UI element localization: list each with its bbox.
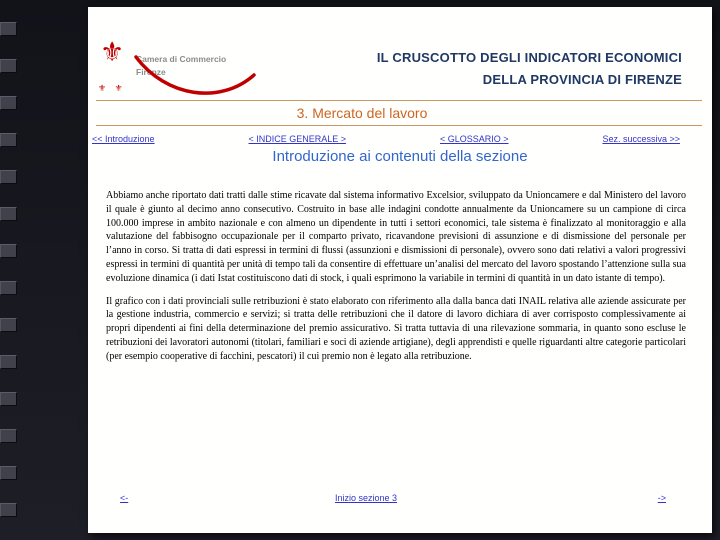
florence-lily-icon: ⚜ [100, 37, 125, 67]
previous-slide-link[interactable]: <- [120, 493, 129, 503]
binding-tab [0, 244, 17, 258]
nav-link-introduzione[interactable]: << Introduzione [92, 134, 155, 144]
section-subtitle: Introduzione ai contenuti della sezione [272, 148, 528, 165]
binding-tab [0, 59, 17, 73]
binding-tab [0, 392, 17, 406]
logo-ornament-icon: ⚜ ⚜ [98, 83, 126, 93]
body-paragraph-1: Abbiamo anche riportato dati tratti dalle stime ricavate dal sistema informativo Excelsior, sviluppato da Unioncamere e dal Ministero del lavoro il quale è giunto al decimo anno consecutivo. Costruito in base alle indagini condotte annualmente da Unioncamere su un campione di circa 100.000 imprese in ambito nazionale e con almeno un dipendente in tutti i settori economici, tale sistema è finalizzato al monitoraggio e alla valutazione del fabbisogno occupazionale per il comparto privato, ricavandone previsioni di assunzione e di dismissione del personale per l’anno in corso. Si tratta di dati espressi in termini di flussi (assunzioni e dismissioni di personale), ovvero sono dati relativi a valori progressivi espressi in termini di quantità per unità di tempo tali da consentire di effettuare un’analisi del mercato del lavoro spostando l’attenzione sulla sua evoluzione dinamica (i dati Istat costituiscono dati di stock, i quali esprimono la variabile in termini di quantità in un dato istante di tempo). [106, 190, 686, 284]
binding-tab [0, 96, 17, 110]
footer-navigation [88, 493, 712, 503]
nav-link-indice-generale[interactable]: < INDICE GENERALE > [248, 134, 347, 144]
binding-tab [0, 207, 17, 221]
binding-tab [0, 318, 17, 332]
binding-tab [0, 429, 17, 443]
logo-org-name: Camera di Commercio [136, 54, 227, 64]
title-line-2: DELLA PROVINCIA DI FIRENZE [482, 72, 682, 87]
section-start-link[interactable]: Inizio sezione 3 [334, 493, 398, 503]
chamber-of-commerce-logo [96, 37, 276, 99]
body-paragraph-2: Il grafico con i dati provinciali sulle retribuzioni è stato elaborato con riferimento alla dalla banca dati INAIL relativa alle aziende assicurate per la gestione industria, commercio e servizi; si tratta delle retribuzioni che il datore di lavoro dichiara di aver corrisposto complessivamente ai propri dipendenti ai fini della determinazione del premio assicurativo. Si tratta tuttavia di una rilevazione sommaria, in quanto sono escluse le retribuzioni dei lavoratori autonomi (titolari, familiari e soci di aziende artigiane), degli apprendisti e quelle riguardanti altre categorie particolari (per esempio cooperative di facchini, pescatori) il cui premio non è legato alla retribuzione. [106, 295, 686, 362]
binding-tab [0, 133, 17, 147]
logo-swoosh-icon [130, 51, 262, 105]
binding-tab [0, 281, 17, 295]
body-text [106, 189, 686, 364]
nav-link-sezione-successiva[interactable]: Sez. successiva >> [602, 134, 680, 144]
binder-tabs [0, 22, 17, 517]
navigation-links [88, 126, 712, 144]
binding-tab [0, 170, 17, 184]
binding-tab [0, 466, 17, 480]
slide-title [377, 47, 682, 91]
binding-tab [0, 503, 17, 517]
nav-link-glossario[interactable]: < GLOSSARIO > [439, 134, 509, 144]
logo-org-city: Firenze [136, 67, 166, 78]
title-line-1: IL CRUSCOTTO DEGLI INDICATORI ECONOMICI [376, 50, 682, 65]
slide-header [88, 7, 712, 100]
binding-tab [0, 355, 17, 369]
section-heading: 3. Mercato del lavoro [296, 105, 428, 121]
slide [88, 7, 712, 533]
next-slide-link[interactable]: -> [657, 493, 666, 503]
binding-tab [0, 22, 17, 36]
